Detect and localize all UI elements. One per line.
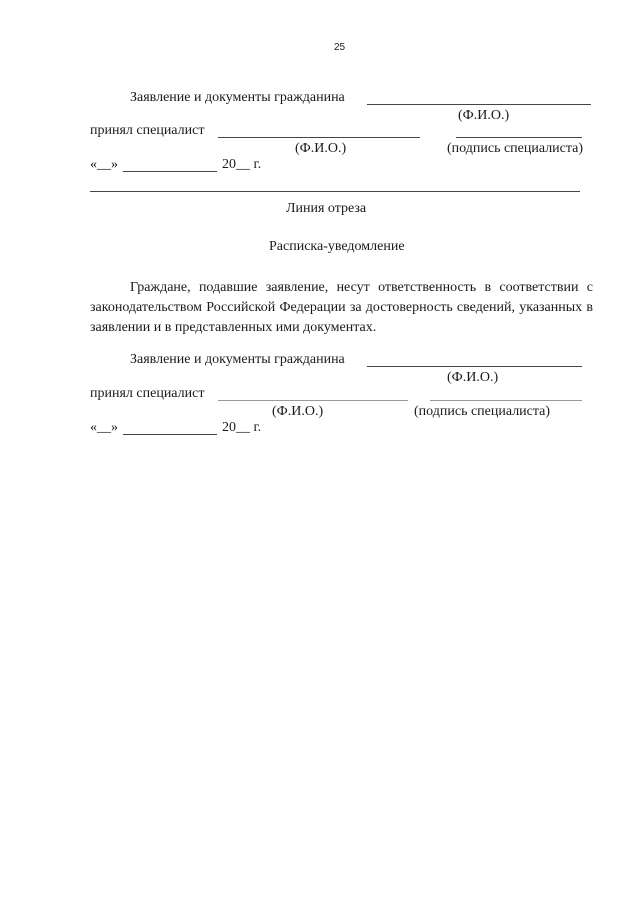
page-number: 25 [334, 42, 346, 53]
date-year: 20__ г. [222, 420, 262, 435]
accepted-by-label: принял специалист [90, 386, 205, 401]
date-day: «__» [90, 420, 118, 435]
specialist-name-field[interactable] [218, 400, 408, 401]
fio-caption: (Ф.И.О.) [295, 141, 347, 156]
citizen-name-field[interactable] [367, 104, 591, 105]
cut-line [90, 191, 580, 192]
date-month-field[interactable] [123, 434, 217, 435]
citizen-name-field[interactable] [367, 366, 582, 367]
signature-caption: (подпись специалиста) [447, 141, 584, 156]
accepted-by-label: принял специалист [90, 123, 205, 138]
specialist-signature-field[interactable] [456, 137, 582, 138]
receipt-title: Расписка-уведомление [269, 239, 405, 254]
date-year: 20__ г. [222, 157, 262, 172]
specialist-signature-field[interactable] [430, 400, 582, 401]
fio-caption: (Ф.И.О.) [458, 108, 510, 123]
fio-caption: (Ф.И.О.) [272, 404, 324, 419]
signature-caption: (подпись специалиста) [414, 404, 551, 419]
date-day: «__» [90, 157, 118, 172]
statement-label: Заявление и документы гражданина [130, 90, 345, 105]
specialist-name-field[interactable] [218, 137, 420, 138]
fio-caption: (Ф.И.О.) [447, 370, 499, 385]
cut-line-label: Линия отреза [286, 201, 367, 216]
responsibility-notice: Граждане, подавшие заявление, несут ответственность в соответствии с законодательством Российской Федерации за достоверность сведений, указанных в заявлении и в представленных ими документах. [90, 280, 593, 335]
statement-label: Заявление и документы гражданина [130, 352, 345, 367]
date-month-field[interactable] [123, 171, 217, 172]
